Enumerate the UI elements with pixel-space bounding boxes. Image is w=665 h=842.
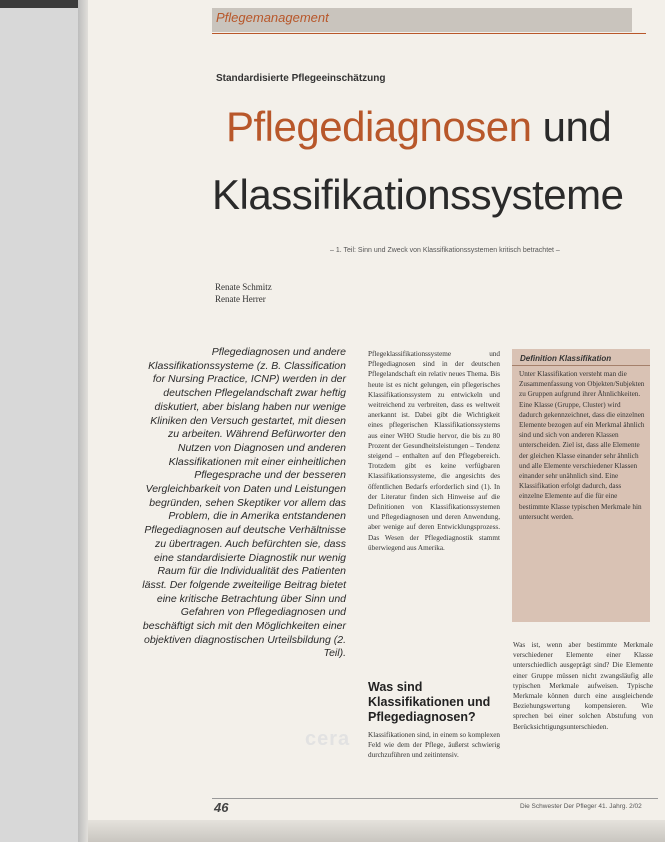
author-name: Renate Herrer [215, 294, 266, 304]
header-divider [212, 33, 646, 34]
definition-title-rule [512, 365, 650, 366]
title-connector: und [531, 103, 612, 150]
article-title-line2: Klassifikationssysteme [212, 171, 624, 218]
article-lead: Pflegediagnosen und andere Klassifikationssysteme (z. B. Classification for Nursing Practice, ICNP) werden in der deutschen Pflegelandschaft zwar heftig diskutiert, aber bislang haben nur wenige Kliniken den Versuch gestartet, mit diesen zu arbeiten. Während Befürworter den Nutzen von Diagnosen und anderen Klassifikationen mit einer einheitlichen Pflegesprache und der besseren Vergleichbarkeit von Daten und Leistungen begründen, sehen Skeptiker vor allem das Problem, die in Amerika entstandenen Pflegediagnosen auf deutsche Verhältnisse zu übertragen. Auch befürchten sie, dass eine standardisierte Diagnostik nur wenig Raum für die Individualität des Patienten lässt. Der folgende zweiteilige Beitrag bietet eine kritische Betrachtung über Sinn und Gefahren von Pflegediagnosen und beschäftigt sich mit den Möglichkeiten einer objektiven diagnostischen Urteilsbildung (2. Teil). [142, 346, 346, 660]
page-number: 46 [214, 800, 229, 815]
definition-text: Unter Klassifikation versteht man die Zusammenfassung von Objekten/Subjekten zu Gruppen aufgrund ihrer Ähnlichkeiten. Eine Klasse (Gruppe, Cluster) wird dadurch gekennzeichnet, dass die einzelnen Elemente bezogen auf ein Merkmal ähnlich sind und sich von anderen Klassen unterscheiden. Ziel ist, dass alle Elemente der gleichen Klasse einander sehr ähnlich und alle Elemente verschiedener Klassen einander sehr unähnlich sind. Eine Klassifikation erfolgt dadurch, dass einzelne Elemente auf die für eine bestimmte Klasse typischen Merkmale hin untersucht werden. [519, 370, 645, 521]
body-column-middle: Pflegeklassifikationssysteme und Pflegediagnosen sind in der deutschen Pflegelandschaft ein relativ neues Thema. Bis heute ist es nicht gelungen, ein pflegerisches Klassifikationssystem zu entwickeln und weitreichend zu verbreiten, dass es weltweit anerkannt ist. Dabei gibt die Wichtigkeit eines pflegerischen Klassifikationssystems aus einer WHO Studie hervor, die bis zu 80 Prozent der Gesundheitsleistungen – Tendenz steigend – enthalten auf den Pflegebereich. Trotzdem gibt es keine verfügbaren Klassifikationssysteme, die angesichts des öffentlichen Bedarfs erforderlich sind (1). In der Literatur finden sich Hinweise auf die Definitionen von Klassifikationssystemen und Pflegediagnosen und deren Anwendung, aber wenige auf deren Entwicklungsprozess. Das Wesen der Pflegediagnostik stammt überwiegend aus Amerika. [368, 350, 500, 552]
journal-footer: Die Schwester Der Pfleger 41. Jahrg. 2/02 [520, 803, 642, 810]
footer-divider [212, 798, 658, 799]
scan-bottom-shade [88, 820, 665, 842]
section-heading: Was sind Klassifikationen und Pflegediagnosen? [368, 680, 491, 724]
article-kicker: Standardisierte Pflegeeinschätzung [216, 73, 386, 84]
watermark: cera [305, 728, 351, 750]
author-name: Renate Schmitz [215, 282, 272, 292]
title-highlight: Pflegediagnosen [226, 103, 532, 150]
body-column-middle-continued: Klassifikationen sind, in einem so komplexen Feld wie dem der Pflege, äußerst schwierig durchzuführen und zeitintensiv. [368, 731, 500, 760]
body-column-right: Was ist, wenn aber bestimmte Merkmale verschiedener Elemente einer Klasse unterschiedlich ausgeprägt sind? Die Elemente einer Gruppe müssen nicht zwangsläufig alle typischen Merkmale aufweisen. Typische Merkmale können durch eine ausgleichende Beziehungswertung kompensieren. Wie sprechen bei einer solchen Abstufung von Berücksichtigungsunterschieden. [513, 641, 653, 731]
definition-title: Definition Klassifikation [520, 354, 612, 363]
article-subtitle: – 1. Teil: Sinn und Zweck von Klassifikationssystemen kritisch betrachtet – [330, 247, 560, 254]
section-label: Pflegemanagement [216, 10, 329, 25]
article-title-line1 [226, 103, 611, 151]
